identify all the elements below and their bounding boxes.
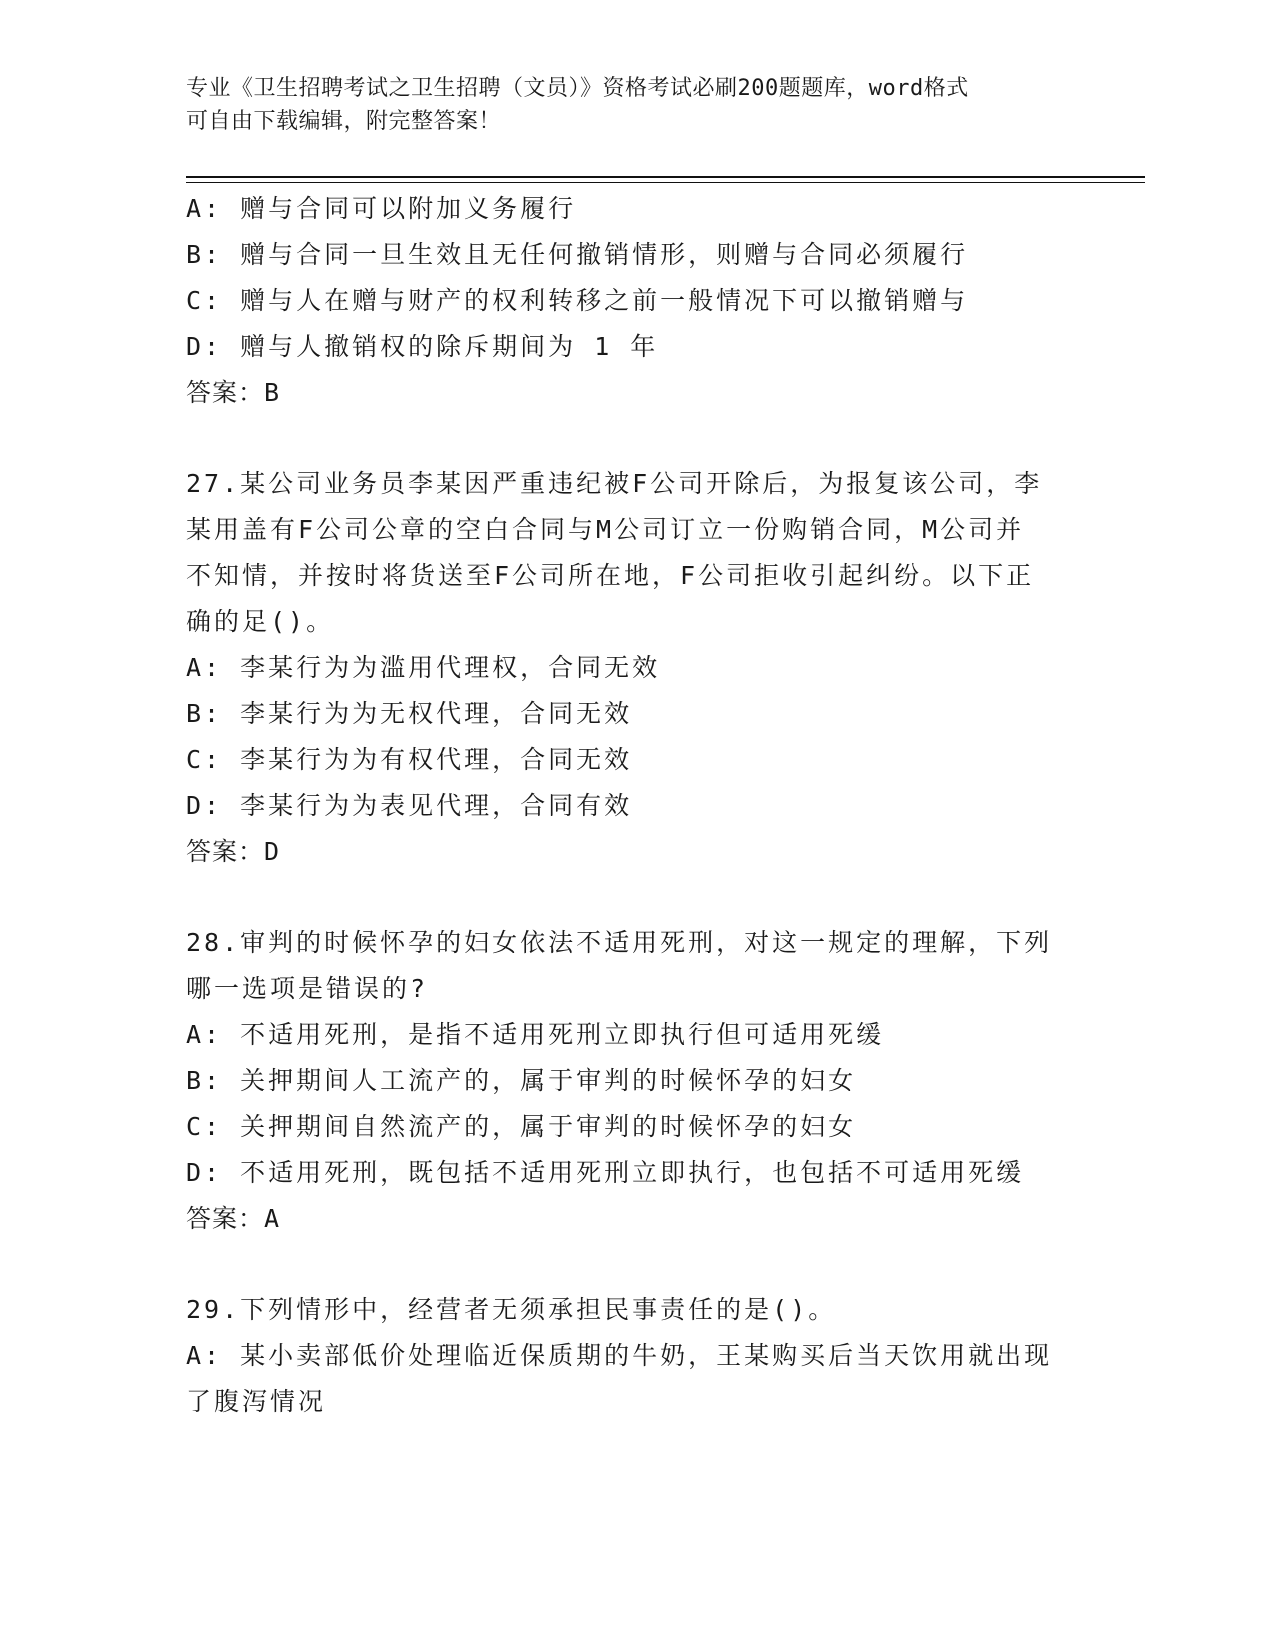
question-stem-line: 29.下列情形中，经营者无须承担民事责任的是()。 — [186, 1295, 837, 1324]
spacer — [186, 1242, 1086, 1287]
question-stem-line: 某用盖有F公司公章的空白合同与M公司订立一份购销合同，M公司并 — [186, 515, 1025, 544]
option-a-continuation: 了腹泻情况 — [186, 1387, 327, 1416]
option-d: D: 李某行为为表见代理，合同有效 — [186, 791, 633, 820]
question-stem-line: 不知情，并按时将货送至F公司所在地，F公司拒收引起纠纷。以下正 — [186, 561, 1035, 590]
option-d: D: 赠与人撤销权的除斥期间为 1 年 — [186, 332, 659, 361]
option-b: B: 李某行为为无权代理，合同无效 — [186, 699, 633, 728]
option-c: C: 赠与人在赠与财产的权利转移之前一般情况下可以撤销赠与 — [186, 286, 969, 315]
header-title-line-2: 可自由下载编辑，附完整答案！ — [186, 109, 502, 134]
option-a: A: 赠与合同可以附加义务履行 — [186, 194, 577, 223]
option-d: D: 不适用死刑，既包括不适用死刑立即执行，也包括不可适用死缓 — [186, 1158, 1025, 1187]
answer: 答案：D — [186, 837, 281, 866]
question-stem-line: 确的足()。 — [186, 607, 335, 636]
question-26 — [186, 186, 1086, 416]
option-c: C: 关押期间自然流产的，属于审判的时候怀孕的妇女 — [186, 1112, 857, 1141]
spacer — [186, 416, 1086, 461]
option-c: C: 李某行为为有权代理，合同无效 — [186, 745, 633, 774]
option-a: A: 某小卖部低价处理临近保质期的牛奶，王某购买后当天饮用就出现 — [186, 1341, 1053, 1370]
question-28 — [186, 920, 1086, 1242]
option-b: B: 赠与合同一旦生效且无任何撤销情形，则赠与合同必须履行 — [186, 240, 969, 269]
question-stem-line: 28.审判的时候怀孕的妇女依法不适用死刑，对这一规定的理解，下列 — [186, 928, 1053, 957]
document-header — [186, 72, 1086, 138]
answer: 答案：B — [186, 378, 281, 407]
spacer — [186, 875, 1086, 920]
option-a: A: 李某行为为滥用代理权，合同无效 — [186, 653, 661, 682]
question-27 — [186, 461, 1086, 875]
header-divider-thin — [186, 182, 1145, 183]
question-stem-line: 27.某公司业务员李某因严重违纪被F公司开除后，为报复该公司，李 — [186, 469, 1043, 498]
question-list — [186, 186, 1086, 1425]
question-29 — [186, 1287, 1086, 1425]
question-stem-line: 哪一选项是错误的? — [186, 974, 429, 1003]
option-a: A: 不适用死刑，是指不适用死刑立即执行但可适用死缓 — [186, 1020, 885, 1049]
answer: 答案：A — [186, 1204, 281, 1233]
option-b: B: 关押期间人工流产的，属于审判的时候怀孕的妇女 — [186, 1066, 857, 1095]
header-divider-thick — [186, 176, 1145, 178]
header-title-line-1: 专业《卫生招聘考试之卫生招聘（文员）》资格考试必刷200题题库，word格式 — [186, 76, 969, 101]
